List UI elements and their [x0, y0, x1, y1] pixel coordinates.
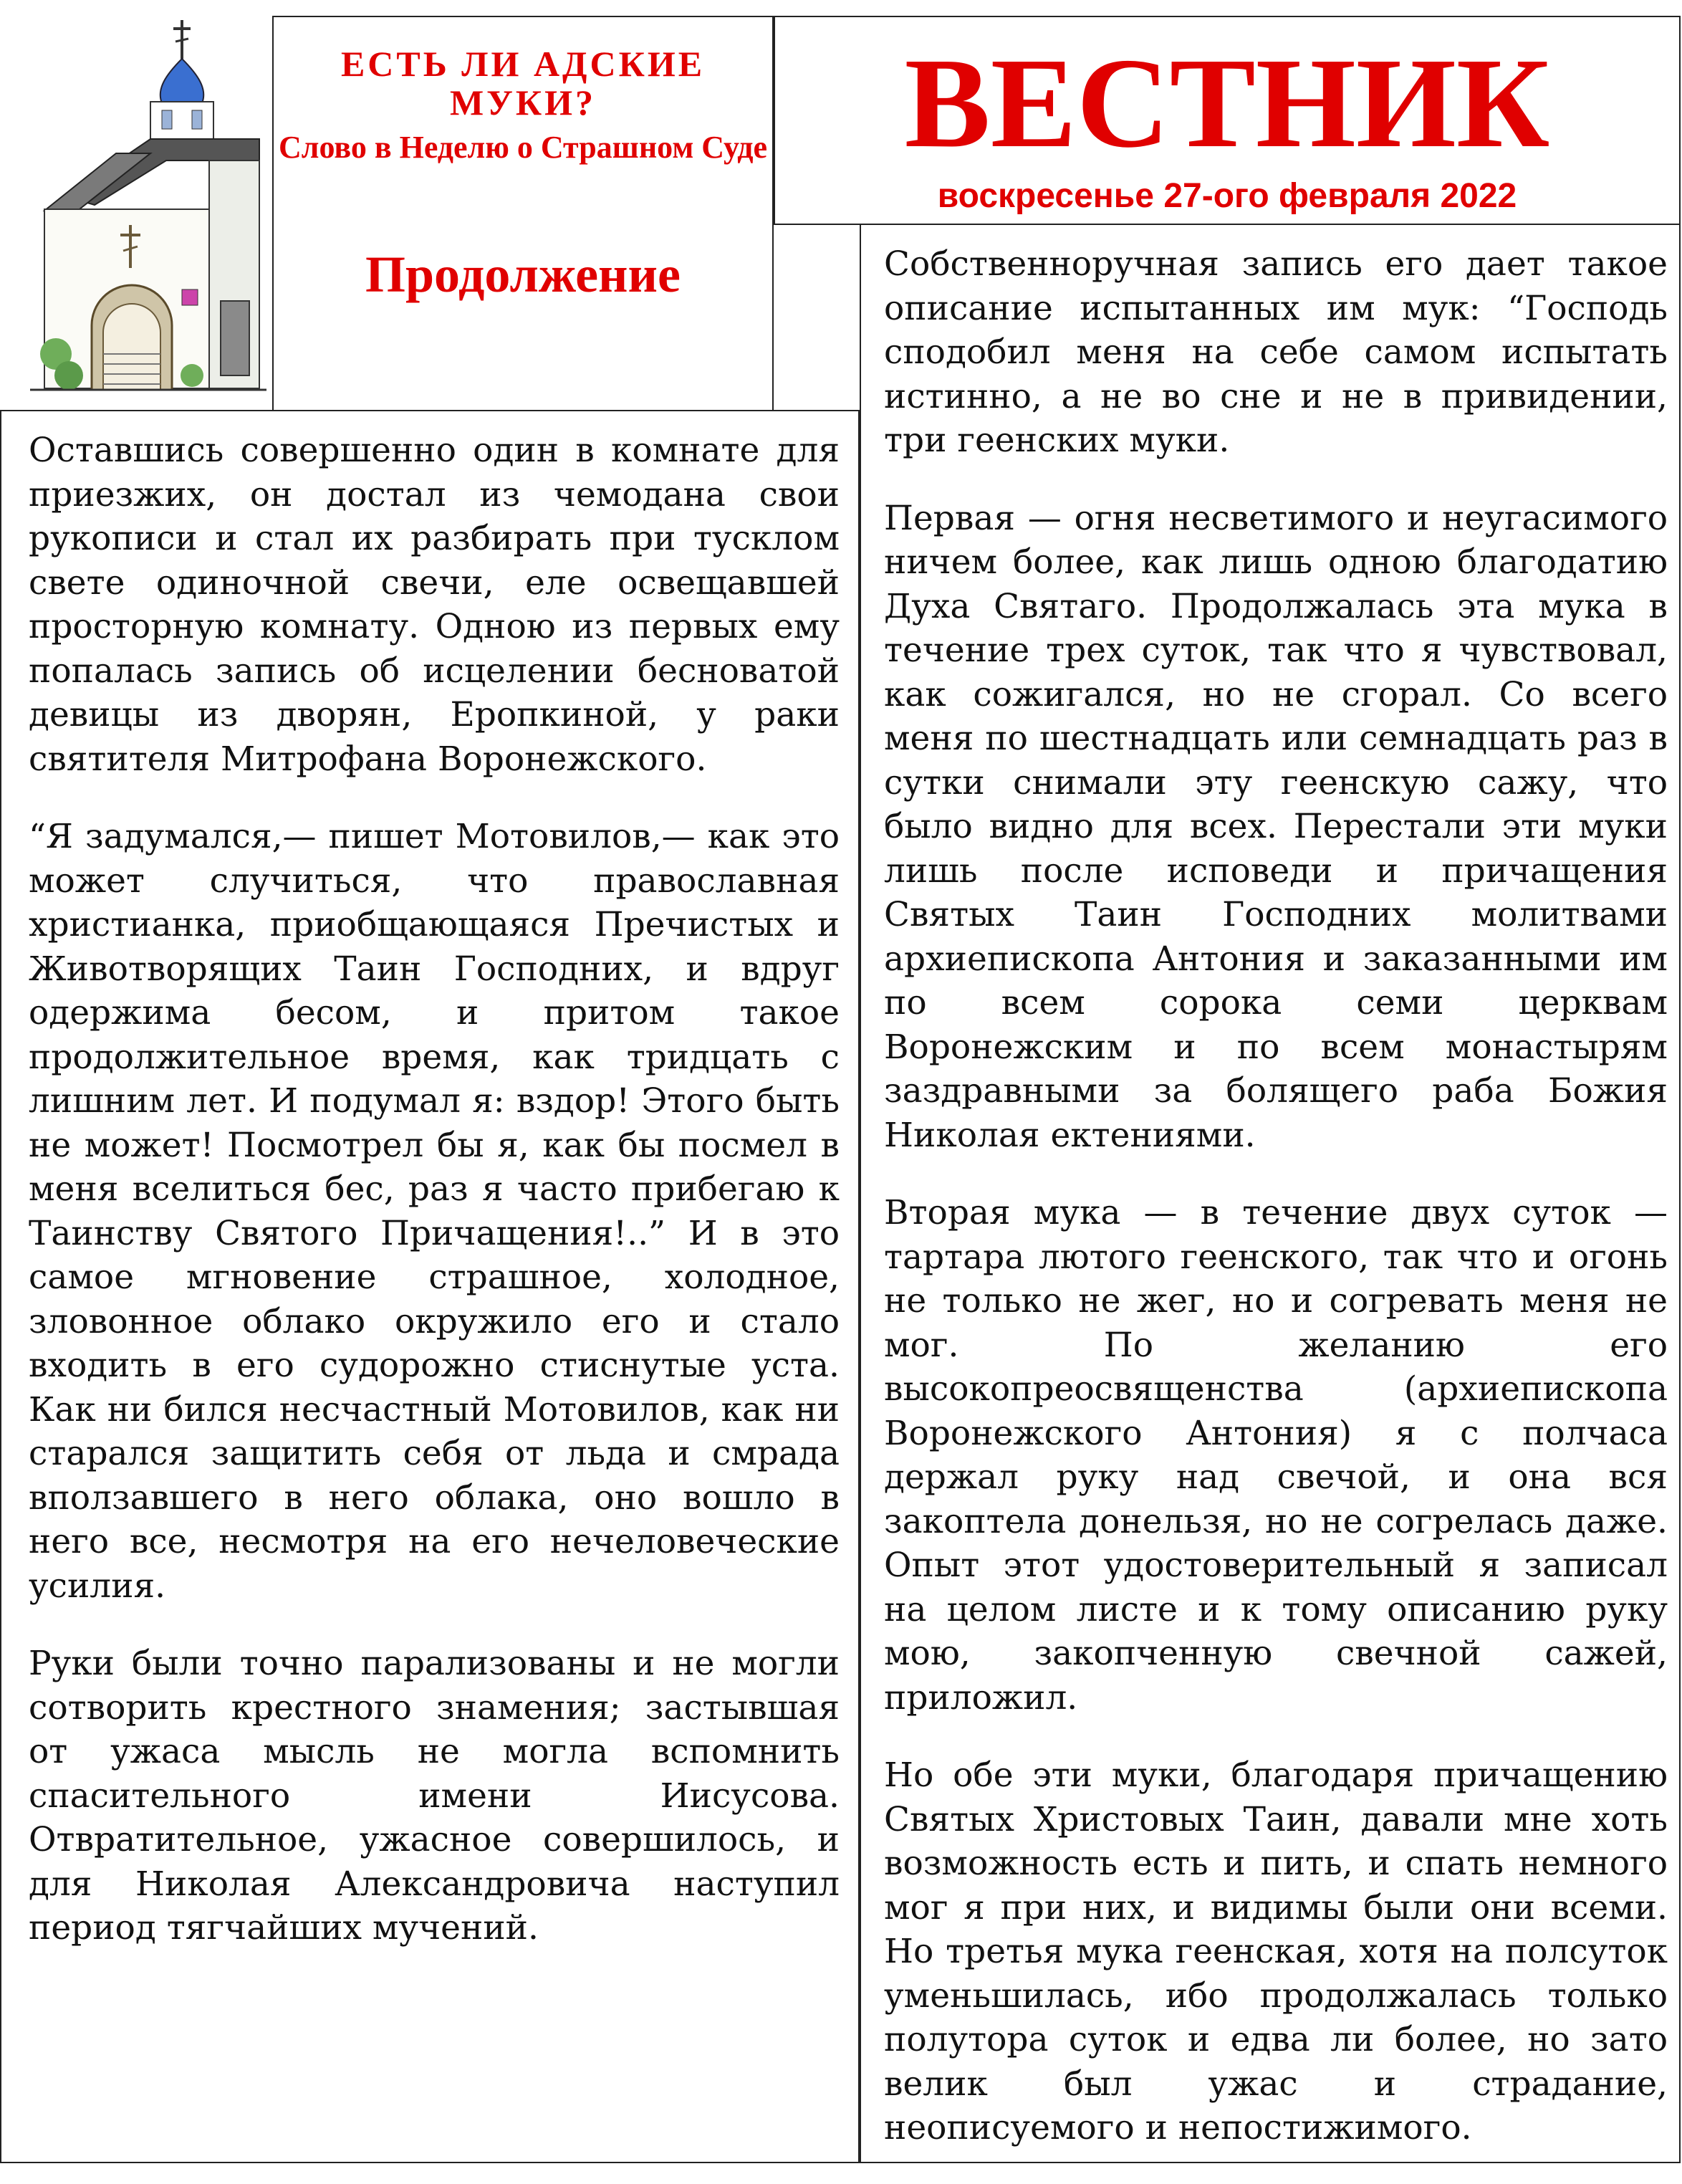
paragraph: Руки были точно парализованы и не могли сотворить крестного знамения; застывшая от ужаса мысль не могла вспомнить спасительного имени Иисусова. Отвратительное, ужасное совершилось, и для Николая Александровича наступил период тягчайших мучений.	[29, 1644, 840, 1948]
left-column	[0, 410, 860, 2163]
article-subtitle: Слово в Неделю о Страшном Суде	[279, 130, 767, 165]
church-illustration	[23, 17, 274, 410]
right-column	[860, 224, 1681, 2163]
paragraph: “Я задумался,— пишет Мотовилов,— как это может случиться, что православная христианка, приобщающаяся Пречистых и Животворящих Таин Господних, и вдруг одержима бесом, и притом такое продолжительное время, как тридцать с лишним лет. И подумал я: вздор! Этого быть не может! Посмотрел бы я, как бы посмел в меня вселиться бес, раз я часто прибегаю к Таинству Святого Причащения!..” И в это самое мгновение страшное, холодное, зловонное облако окружило его и стало входить в его судорожно стиснутые уста. Как ни бился несчастный Мотовилов, как ни старался защитить себя от льда и смрада вползавшего в него облака, оно вошло в него все, несмотря на его нечеловеческие усилия.	[29, 817, 840, 1606]
right-column-text	[884, 242, 1668, 2184]
paragraph: Но обе эти муки, благодаря причащению Святых Христовых Таин, давали мне хоть возможность есть и пить, и спать немного мог я при них, и видимы были они всеми. Но третья мука геенская, хотя на полсуток уменьшилась, ибо продолжалась только полутора суток и едва ли более, но зато велик был ужас и страдание, неописуемого и непостижимого.	[884, 1756, 1668, 2147]
paragraph: Вторая мука — в течение двух суток — тартара лютого геенского, так что и огонь не только не жег, но и согревать меня не мог. По желанию его высокопреосвященства (архиепископа Воронежского Антония) я с полчаса держал руку над свечой, и она вся закоптела донельзя, но не согрелась даже. Опыт этот удостоверительный я записал на целом листе и к тому описанию руку мою, закопченную свечной сажей, приложил.	[884, 1193, 1668, 1718]
article-title-box	[272, 16, 774, 411]
masthead-box	[774, 16, 1681, 225]
masthead-title: ВЕСТНИК	[904, 32, 1550, 174]
paragraph: Оставшись совершенно один в комнате для приезжих, он достал из чемодана свои рукописи и стал их разбирать при тусклом свете одиночной свечи, еле освещавшей просторную комнату. Одною из первых ему попалась запись об исцелении бесноватой девицы из дворян, Еропкиной, у раки святителя Митрофана Воронежского.	[29, 431, 840, 779]
paragraph: Собственноручная запись его дает такое описание испытанных им мук: “Господь сподобил меня на себе самом испытать истинно, а не во сне и не в привидении, три геенских муки.	[884, 244, 1668, 460]
article-headline: ЕСТЬ ЛИ АДСКИЕ МУКИ?	[340, 44, 706, 123]
continuation-label: Продолжение	[365, 246, 681, 303]
issue-date: воскресенье 27-ого февраля 2022	[937, 177, 1517, 215]
church-drawing	[23, 17, 274, 410]
paragraph: Первая — огня несветимого и неугасимого ничем более, как лишь одною благодатию Духа Святаго. Продолжалась эта мука в течение трех суток, так что я чувствовал, как сожигался, но не сгорал. Со всего меня по шестнадцать или семнадцать раз в сутки снимали эту геенскую сажу, что было видно для всех. Перестали эти муки лишь после исповеди и причащения Святых Таин Господних молитвами архиепископа Антония и заказанными им по всем сорока семи церквам Воронежским и по всем монастырям заздравными за болящего раба Божия Николая ектениями.	[884, 498, 1668, 1155]
left-column-text	[29, 428, 840, 1984]
